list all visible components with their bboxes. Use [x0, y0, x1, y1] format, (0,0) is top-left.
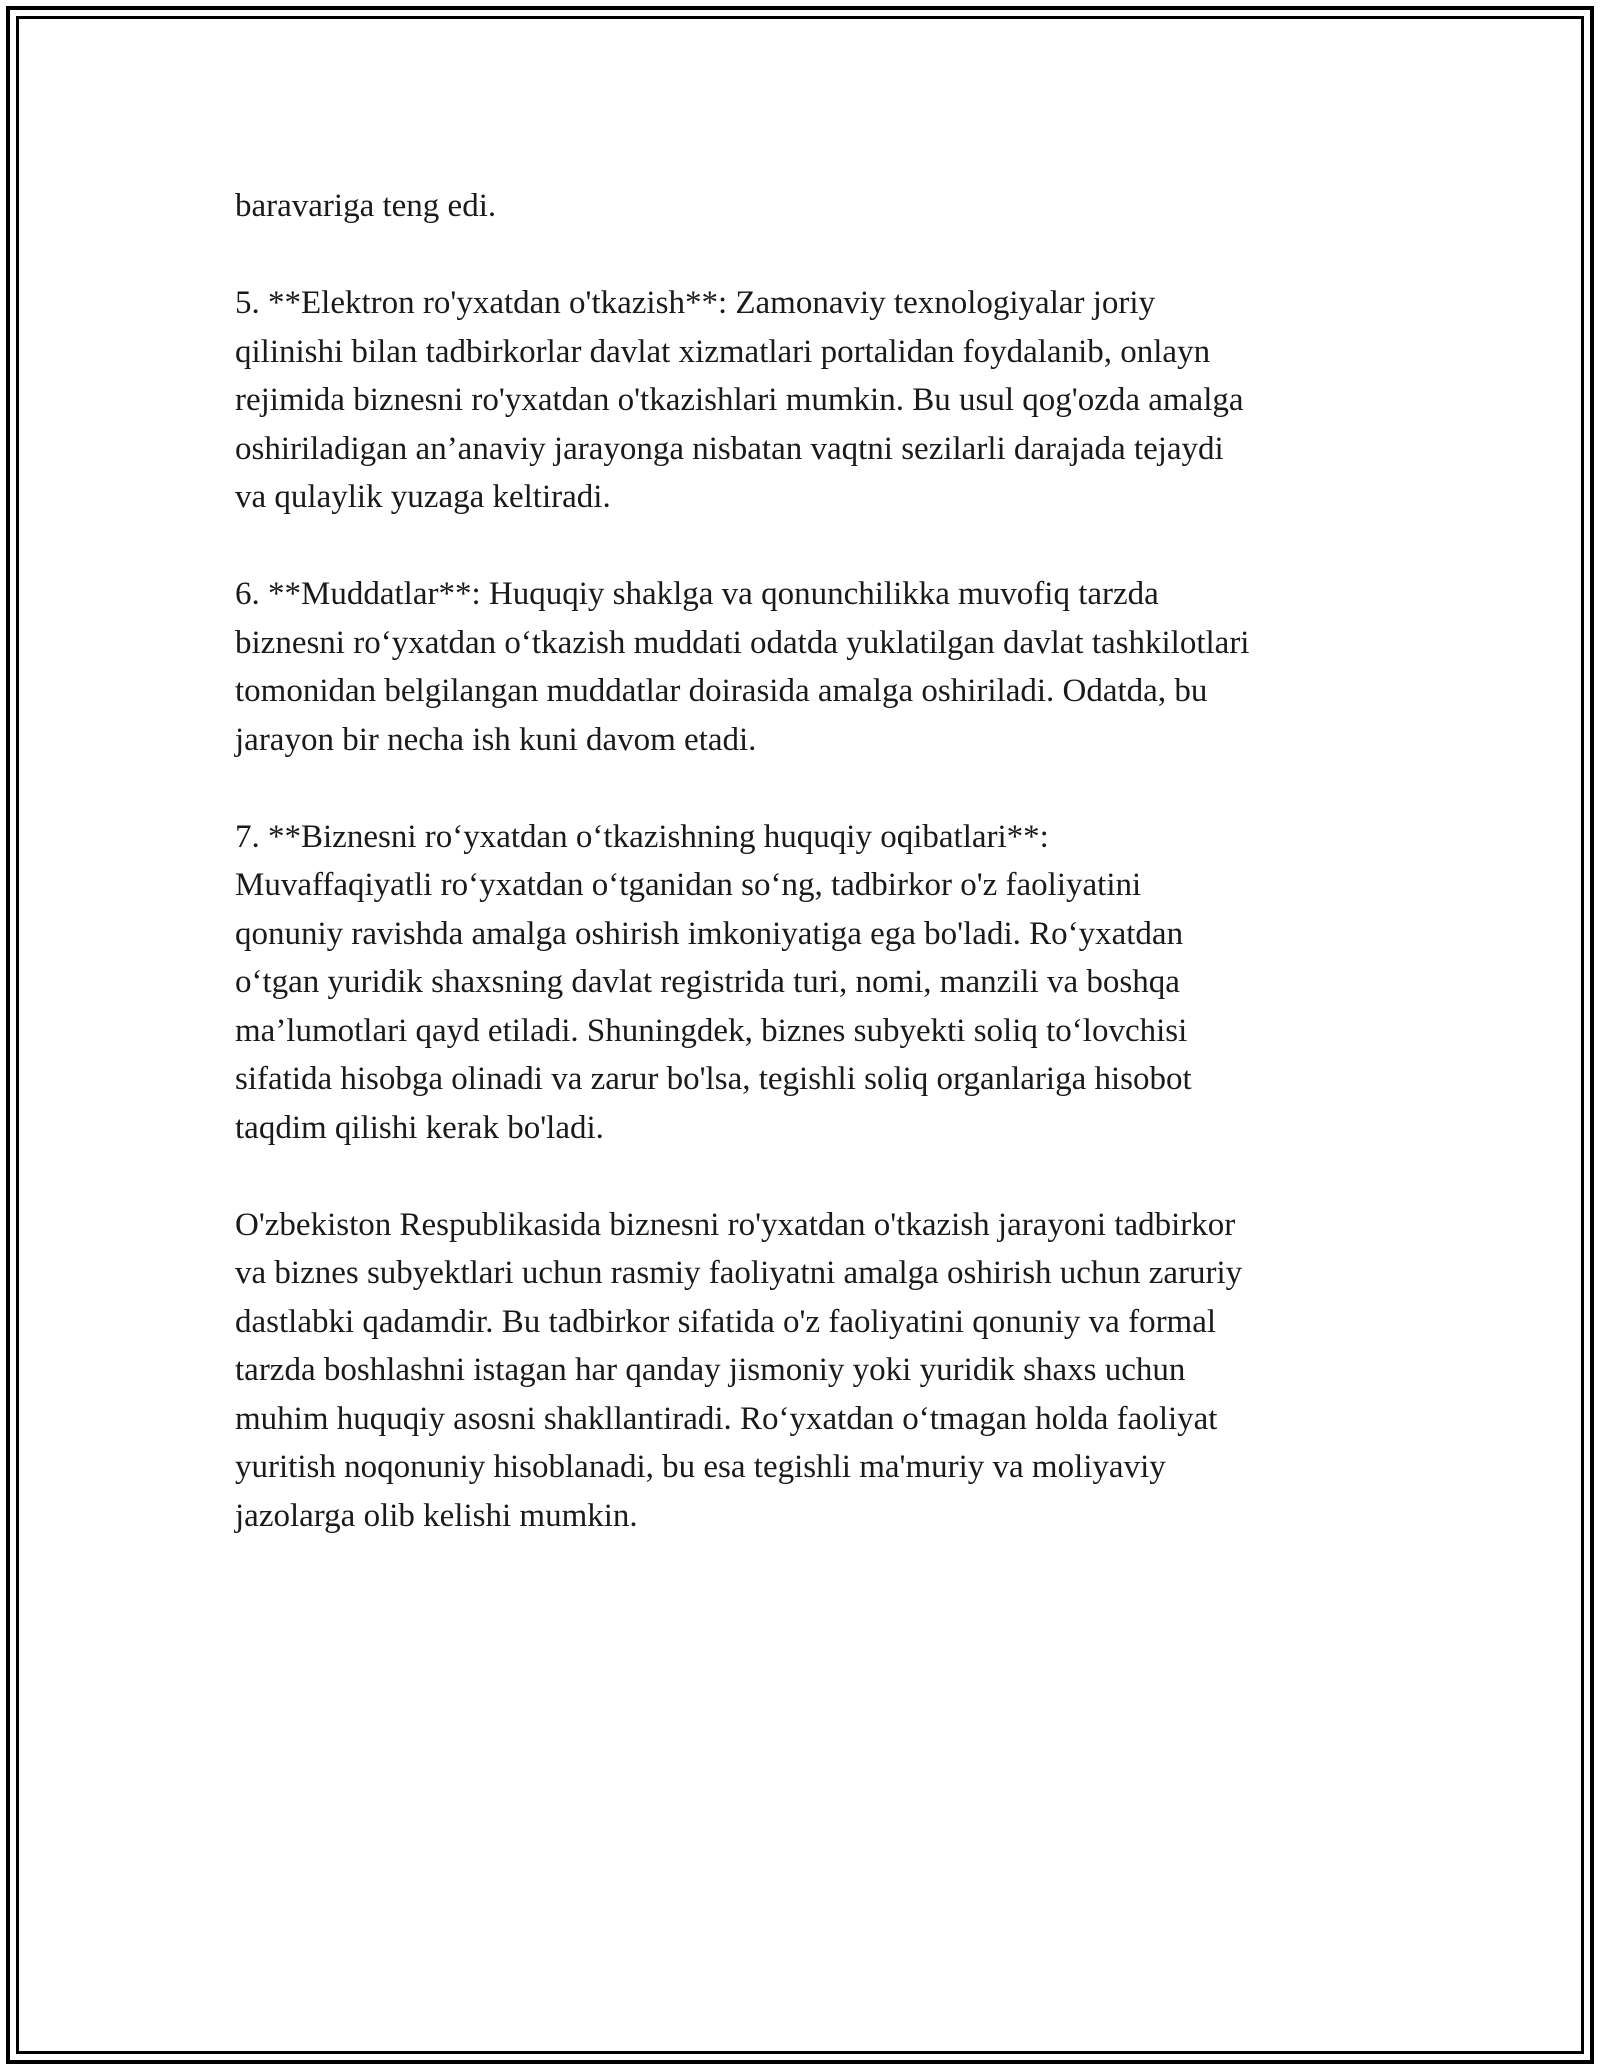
paragraph-continuation: baravariga teng edi. — [235, 188, 497, 224]
paragraph-conclusion: O'zbekiston Respublikasida biznesni ro'yxatdan o'tkazish jarayoni tadbirkor va biznes subyektlari uchun rasmiy faoliyatni amalga oshirish uchun zaruriy dastlabki qadamdir. Bu tadbirkor sifatida o'z faoliyatini qonuniy va formal tarzda boshlashni istagan har qanday jismoniy yoki yuridik shaxs uchun muhim huquqiy asosni shakllantiradi. Ro‘yxatdan o‘tmagan holda faoliyat yuritish noqonuniy hisoblanadi, bu esa tegishli ma'muriy va moliyaviy jazolarga olib kelishi mumkin. — [235, 1206, 1243, 1534]
paragraph-legal-consequences: 7. **Biznesni ro‘yxatdan o‘tkazishning huquqiy oqibatlari**: Muvaffaqiyatli ro‘yxatdan o‘tganidan so‘ng, tadbirkor o'z faoliyatini qonuniy ravishda amalga oshirish imkoniyatiga ega bo'ladi. Ro‘yxatdan o‘tgan yuridik shaxsning davlat registrida turi, nomi, manzili va boshqa ma’lumotlari qayd etiladi. Shuningdek, biznes subyekti soliq to‘lovchisi sifatida hisobga olinadi va zarur bo'lsa, tegishli soliq organlariga hisobot taqdim qilishi kerak bo'ladi. — [235, 818, 1192, 1146]
paragraph-deadlines: 6. **Muddatlar**: Huquqiy shaklga va qonunchilikka muvofiq tarzda biznesni ro‘yxatdan o‘tkazish muddati odatda yuklatilgan davlat tashkilotlari tomonidan belgilangan muddatlar doirasida amalga oshiriladi. Odatda, bu jarayon bir necha ish kuni davom etadi. — [235, 576, 1250, 758]
paragraph-electronic-registration: 5. **Elektron ro'yxatdan o'tkazish**: Zamonaviy texnologiyalar joriy qilinishi bilan tadbirkorlar davlat xizmatlari portalidan foydalanib, onlayn rejimida biznesni ro'yxatdan o'tkazishlari mumkin. Bu usul qog'ozda amalga oshiriladigan an’anaviy jarayonga nisbatan vaqtni sezilarli darajada tejaydi va qulaylik yuzaga keltiradi. — [235, 285, 1244, 515]
document-body — [235, 182, 1385, 1589]
